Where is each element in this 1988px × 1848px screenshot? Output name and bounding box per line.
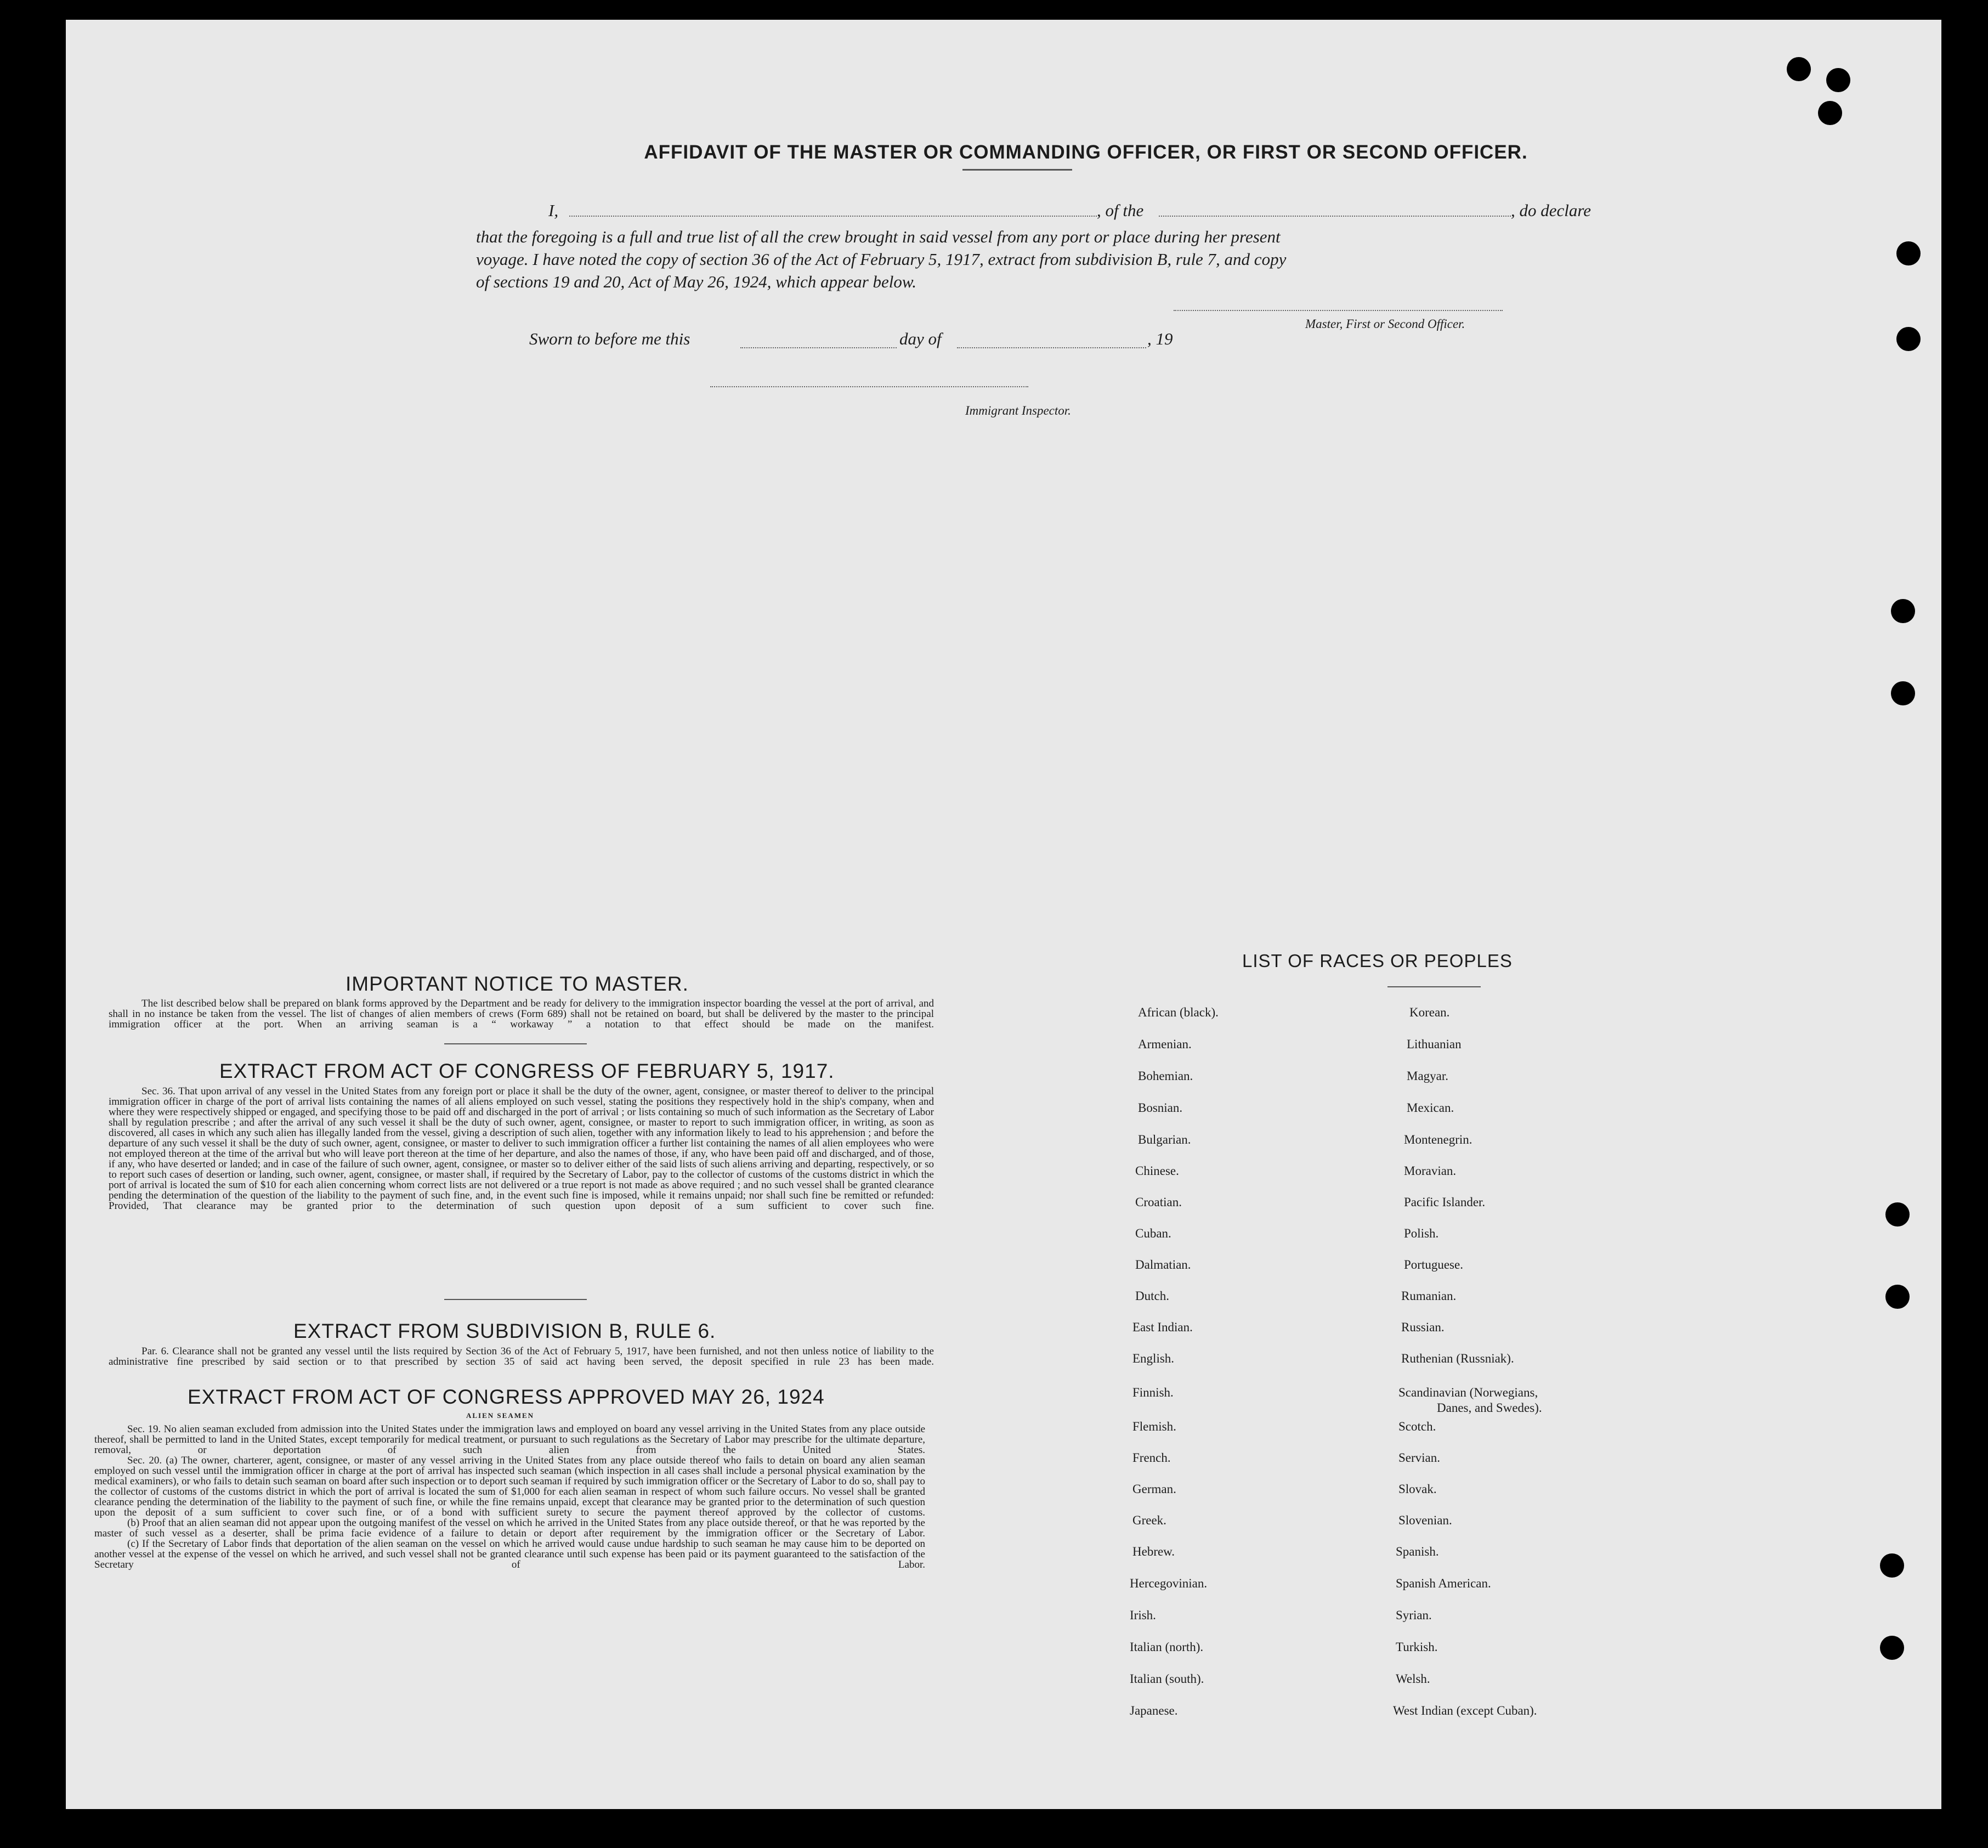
punch-hole — [1880, 1553, 1904, 1578]
race-item: Servian. — [1398, 1451, 1441, 1465]
race-item: Bohemian. — [1138, 1069, 1193, 1083]
race-item: Portuguese. — [1404, 1258, 1463, 1271]
sec-20a-paragraph: Sec. 20. (a) The owner, charterer, agent, consignee, or master of any vessel arriving in the United States from any place outside thereof who fails to detain on board any alien seaman employed on such vessel until the immigration officer in charge at the port of arrival has inspected such seaman (which inspection in all cases shall include a personal physical examination by the medical examiners), or who fails to detain such seaman on board after such inspection or to deport such seaman if required by such immigration officer or the Secretary of Labor to do so, shall pay to the collector of customs of the customs district in which the port of arrival is located the sum of $1,000 for each alien seaman in respect of whom such failure occurs. No vessel shall be granted clearance pending the determination of the liability to the payment of such fine, or while the fine remains unpaid, except that clearance may be granted prior to the determination of such question upon the deposit of a sum sufficient to cover such fine, or of a bond with sufficient surety to secure the payment thereof approved by the collector of customs. — [94, 1455, 925, 1518]
extract-1924-text — [94, 1424, 925, 1570]
punch-hole — [1826, 68, 1850, 92]
race-item: Montenegrin. — [1404, 1133, 1472, 1146]
race-item: Ruthenian (Russniak). — [1401, 1352, 1514, 1365]
race-item: Korean. — [1409, 1005, 1450, 1019]
race-item: Slovak. — [1398, 1482, 1437, 1496]
punch-hole — [1891, 599, 1915, 623]
race-item: Croatian. — [1135, 1195, 1182, 1209]
extract-1917-divider — [444, 1299, 587, 1300]
alien-seamen-subtitle: ALIEN SEAMEN — [466, 1411, 535, 1420]
race-item: Polish. — [1404, 1227, 1439, 1240]
punch-hole — [1896, 327, 1921, 351]
affidavit-line-2: that the foregoing is a full and true list of all the crew brought in said vessel from any port or place during her present — [476, 227, 1281, 246]
sec-20b-paragraph: (b) Proof that an alien seaman did not appear upon the outgoing manifest of the vessel on which he arrived in the United States from any place outside thereof, or that he was reported by the master of such vessel as a deserter, shall be prima facie evidence of a failure to detain or deport after requirement by the immigration officer or the Secretary of Labor. — [94, 1517, 925, 1539]
notice-text: The list described below shall be prepared on blank forms approved by the Department and be ready for delivery to the immigration inspector boarding the vessel at the port of arrival, and shall in no instance be taken from the vessel. The list of changes of alien members of crews (Form 689) shall not be retained on board, but shall be delivered by the master to the principal immigration officer at the port. When an arriving seaman is a “ workaway ” a notation to that effect should be made on the manifest. — [109, 998, 934, 1030]
race-item: Russian. — [1401, 1320, 1445, 1334]
form-sheet — [66, 20, 1941, 1809]
race-item: Chinese. — [1135, 1164, 1179, 1178]
year-label: , 19 — [1147, 329, 1173, 348]
race-item: Moravian. — [1404, 1164, 1457, 1178]
punch-hole — [1896, 241, 1921, 265]
signature-caption: Master, First or Second Officer. — [1305, 317, 1465, 331]
punch-hole — [1880, 1636, 1904, 1660]
vessel-blank[interactable] — [1159, 216, 1511, 217]
race-item: Japanese. — [1130, 1704, 1178, 1717]
affidavit-title: AFFIDAVIT OF THE MASTER OR COMMANDING OFFICER, OR FIRST OR SECOND OFFICER. — [644, 142, 1528, 163]
race-item: Flemish. — [1132, 1420, 1176, 1433]
race-item: English. — [1132, 1352, 1175, 1365]
race-item: Scotch. — [1398, 1420, 1436, 1433]
race-item: Hebrew. — [1132, 1545, 1175, 1558]
race-item: Hercegovinian. — [1130, 1576, 1208, 1590]
punch-hole — [1885, 1285, 1910, 1309]
race-item: Bulgarian. — [1138, 1133, 1191, 1146]
day-of-label: day of — [899, 329, 942, 348]
race-item: Scandinavian (Norwegians, — [1398, 1386, 1538, 1399]
race-item: Cuban. — [1135, 1227, 1171, 1240]
race-item: Armenian. — [1138, 1037, 1192, 1051]
inspector-caption: Immigrant Inspector. — [965, 404, 1071, 417]
race-item: Mexican. — [1407, 1101, 1454, 1115]
name-blank[interactable] — [569, 216, 1097, 217]
race-item: Syrian. — [1396, 1608, 1432, 1622]
race-item: Lithuanian — [1407, 1037, 1462, 1051]
sworn-label: Sworn to before me this — [529, 329, 690, 348]
race-item: Finnish. — [1132, 1386, 1174, 1399]
race-item: Italian (north). — [1130, 1640, 1204, 1654]
race-item: Danes, and Swedes). — [1437, 1401, 1542, 1415]
rule-6-title: EXTRACT FROM SUBDIVISION B, RULE 6. — [293, 1320, 716, 1342]
race-item: Pacific Islander. — [1404, 1195, 1486, 1209]
affidavit-of-the-label: , of the — [1097, 201, 1144, 220]
sec-19-paragraph: Sec. 19. No alien seaman excluded from admission into the United States under the immigration laws and employed on board any vessel arriving in the United States from any place outside thereof, shall be permitted to land in the United States, except temporarily for medical treatment, or pursuant to such regulations as the Secretary of Labor may prescribe for the ultimate departure, removal, or deportation of such alien from the United States. — [94, 1423, 925, 1456]
race-item: West Indian (except Cuban). — [1393, 1704, 1537, 1717]
notice-divider — [444, 1043, 587, 1044]
affidavit-i-label: I, — [548, 201, 559, 220]
race-item: Italian (south). — [1130, 1672, 1204, 1686]
races-title: LIST OF RACES OR PEOPLES — [1242, 951, 1513, 971]
punch-hole — [1818, 101, 1842, 125]
extract-1917-text: Sec. 36. That upon arrival of any vessel in the United States from any foreign port or place it shall be the duty of the owner, agent, consignee, or master thereof to deliver to the principal immigration officer in charge of the port of arrival lists containing the names of all aliens employed on such vessel, stating the positions they respectively hold in the ship's company, when and where they were respectively shipped or engaged, and specifying those to be paid off and discharged in the port of arrival ; or lists containing so much of such information as the Secretary of Labor shall by regulation prescribe ; and after the arrival of any such vessel it shall be the duty of such owner, agent, consignee, or master to report to such immigration officer, in writing, as soon as discovered, all cases in which any such alien has illegally landed from the vessel, giving a description of such alien, together with any information likely to lead to his apprehension ; and before the departure of any such vessel it shall be the duty of such owner, agent, consignee, or master to deliver to such immigration officer a further list containing the names of all alien employees who were not employed thereon at the time of the arrival but who will leave port thereon at the time of her departure, and also the names of those, if any, who have been paid off and discharged, and of those, if any, who have deserted or landed; and in case of the failure of such owner, agent, consignee, or master so to deliver either of the said lists of such aliens arriving and departing, respectively, or so to report such cases of desertion or landing, such owner, agent, consignee, or master shall, if required by the Secretary of Labor, pay to the collector of customs of the customs district in which the port of arrival is located the sum of $10 for each alien concerning whom correct lists are not delivered or a true report is not made as above required ; and no such vessel shall be granted clearance pending the determination of the question of the liability to the payment of such fine, and, in the event such fine is imposed, while it remains unpaid; nor shall such fine be remitted or refunded: Provided, That clearance may be granted prior to the determination of such question upon deposit of a sum sufficient to cover such fine. — [109, 1086, 934, 1212]
race-item: Dalmatian. — [1135, 1258, 1191, 1271]
sec-20c-paragraph: (c) If the Secretary of Labor finds that deportation of the alien seaman on the vessel on which he arrived would cause undue hardship to such seaman he may cause him to be deported on another vessel at the expense of the vessel on which he arrived, and such vessel shall not be granted clearance until such expense has been paid or its payment guaranteed to the satisfaction of the Secretary of Labor. — [94, 1538, 925, 1570]
race-item: French. — [1132, 1451, 1171, 1465]
race-item: Bosnian. — [1138, 1101, 1183, 1115]
race-item: Spanish American. — [1396, 1576, 1491, 1590]
race-item: Greek. — [1132, 1513, 1166, 1527]
race-item: Rumanian. — [1401, 1289, 1457, 1303]
rule-6-text: Par. 6. Clearance shall not be granted any vessel until the lists required by Section 36 of the Act of February 5, 1917, have been furnished, and not then unless notice of liability to the administrative fine prescribed by said section or to that prescribed by section 35 of said act having been served, the deposit specified in rule 23 has been made. — [109, 1346, 934, 1367]
punch-hole — [1787, 57, 1811, 81]
extract-1917-title: EXTRACT FROM ACT OF CONGRESS OF FEBRUARY 5, 1917. — [219, 1060, 835, 1082]
race-item: Magyar. — [1407, 1069, 1449, 1083]
race-item: Welsh. — [1396, 1672, 1430, 1686]
notice-title: IMPORTANT NOTICE TO MASTER. — [346, 973, 689, 995]
race-item: Turkish. — [1396, 1640, 1438, 1654]
race-item: Slovenian. — [1398, 1513, 1452, 1527]
extract-1924-title: EXTRACT FROM ACT OF CONGRESS APPROVED MAY 26, 1924 — [188, 1386, 825, 1408]
races-divider — [1387, 986, 1481, 987]
race-item: East Indian. — [1132, 1320, 1193, 1334]
signature-blank[interactable] — [1174, 310, 1503, 311]
race-item: Dutch. — [1135, 1289, 1169, 1303]
race-item: Irish. — [1130, 1608, 1156, 1622]
punch-hole — [1885, 1202, 1910, 1227]
day-blank[interactable] — [740, 347, 897, 348]
race-item: African (black). — [1138, 1005, 1219, 1019]
title-divider — [962, 169, 1072, 171]
affidavit-do-declare: , do declare — [1511, 201, 1591, 220]
punch-hole — [1891, 681, 1915, 705]
month-blank[interactable] — [957, 347, 1146, 348]
race-item: Spanish. — [1396, 1545, 1439, 1558]
race-item: German. — [1132, 1482, 1176, 1496]
affidavit-line-4: of sections 19 and 20, Act of May 26, 1924, which appear below. — [476, 272, 917, 291]
affidavit-line-3: voyage. I have noted the copy of section 36 of the Act of February 5, 1917, extract from subdivision B, rule 7, and copy — [476, 250, 1287, 269]
inspector-blank[interactable] — [710, 386, 1028, 387]
